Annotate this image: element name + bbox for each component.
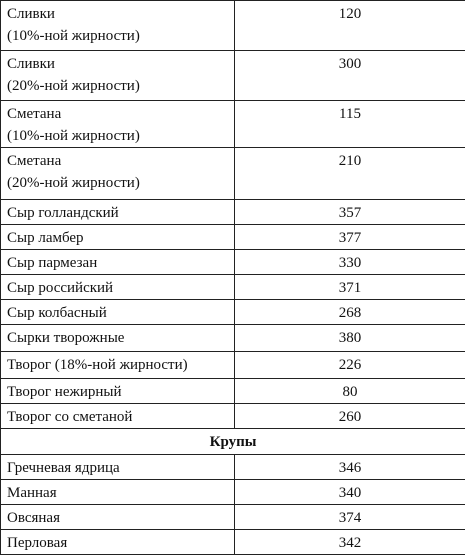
table-row bbox=[1, 225, 465, 250]
table-row bbox=[1, 325, 465, 352]
calorie-value-cell: 226 bbox=[235, 352, 465, 379]
table-row bbox=[1, 300, 465, 325]
product-name-cell: Сыр колбасный bbox=[1, 300, 235, 325]
product-name-cell: Творог (18%-ной жирности) bbox=[1, 352, 235, 379]
section-header-row bbox=[1, 429, 465, 455]
product-name-cell bbox=[1, 1, 235, 51]
product-name-cell: Сыр ламбер bbox=[1, 225, 235, 250]
table-row bbox=[1, 250, 465, 275]
product-name-cell: Манная bbox=[1, 480, 235, 505]
product-name-cell: Сыр пармезан bbox=[1, 250, 235, 275]
product-name-cell: Перловая bbox=[1, 530, 235, 555]
product-name-line: Сливки bbox=[7, 53, 234, 75]
calorie-value-cell: 330 bbox=[235, 250, 465, 275]
calorie-value-cell: 115 bbox=[235, 101, 465, 148]
table-row bbox=[1, 200, 465, 225]
calorie-value-cell: 357 bbox=[235, 200, 465, 225]
product-name-line: Сливки bbox=[7, 3, 234, 25]
table-row bbox=[1, 530, 465, 555]
calorie-value-cell: 377 bbox=[235, 225, 465, 250]
product-name-cell: Творог со сметаной bbox=[1, 404, 235, 429]
product-name-cell bbox=[1, 148, 235, 200]
table-row bbox=[1, 455, 465, 480]
product-name-line: Сметана bbox=[7, 150, 234, 172]
product-name-line: (20%-ной жирности) bbox=[7, 172, 234, 194]
table-row bbox=[1, 1, 465, 51]
product-name-cell bbox=[1, 101, 235, 148]
calorie-value-cell: 346 bbox=[235, 455, 465, 480]
calorie-value-cell: 260 bbox=[235, 404, 465, 429]
product-name-cell: Творог нежирный bbox=[1, 379, 235, 404]
calorie-value-cell: 268 bbox=[235, 300, 465, 325]
product-name-cell: Сыр голландский bbox=[1, 200, 235, 225]
calorie-value-cell: 80 bbox=[235, 379, 465, 404]
table-row bbox=[1, 404, 465, 429]
product-name-line: (20%-ной жирности) bbox=[7, 75, 234, 97]
table-row bbox=[1, 480, 465, 505]
product-name-cell: Овсяная bbox=[1, 505, 235, 530]
table-row bbox=[1, 352, 465, 379]
calorie-value-cell: 342 bbox=[235, 530, 465, 555]
calorie-value-cell: 300 bbox=[235, 51, 465, 101]
product-name-cell bbox=[1, 51, 235, 101]
calorie-table-body bbox=[1, 1, 465, 555]
calorie-value-cell: 340 bbox=[235, 480, 465, 505]
table-row bbox=[1, 148, 465, 200]
product-name-line: (10%-ной жирности) bbox=[7, 125, 234, 147]
table-row bbox=[1, 101, 465, 148]
product-name-cell: Сыр российский bbox=[1, 275, 235, 300]
calorie-value-cell: 210 bbox=[235, 148, 465, 200]
table-row bbox=[1, 51, 465, 101]
product-name-line: (10%-ной жирности) bbox=[7, 25, 234, 47]
section-title: Крупы bbox=[1, 429, 465, 455]
calorie-value-cell: 380 bbox=[235, 325, 465, 352]
calorie-value-cell: 374 bbox=[235, 505, 465, 530]
table-row bbox=[1, 379, 465, 404]
table-row bbox=[1, 275, 465, 300]
product-name-line: Сметана bbox=[7, 103, 234, 125]
product-name-cell: Сырки творожные bbox=[1, 325, 235, 352]
calorie-value-cell: 120 bbox=[235, 1, 465, 51]
calorie-value-cell: 371 bbox=[235, 275, 465, 300]
product-name-cell: Гречневая ядрица bbox=[1, 455, 235, 480]
table-row bbox=[1, 505, 465, 530]
